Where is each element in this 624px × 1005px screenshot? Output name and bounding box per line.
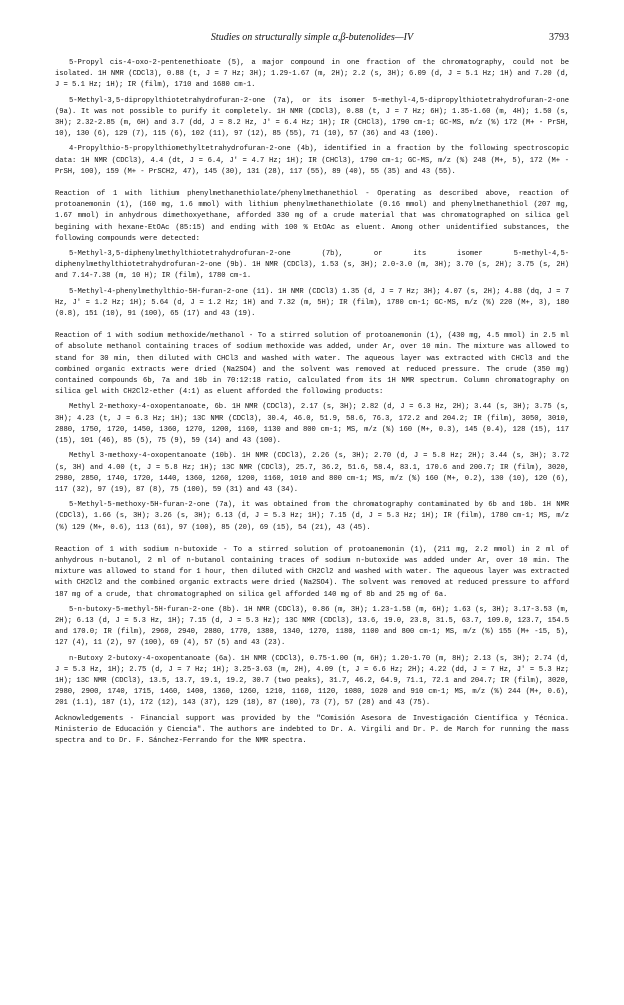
acknowledgements: Acknowledgements - Financial support was provided by the "Comisión Asesora de Investigación Científica y Técnica. Ministerio de Educación y Ciencia". The authors are indebted to Dr. A. Virgili and Dr. P. de March for running the mass spectra and to Dr. F. Sánchez-Ferrando for the NMR spectra. xyxy=(55,714,569,745)
paragraph-diphenylmethylthio-furanone: 5-Methyl-3,5-diphenylmethylthiotetrahydrofuran-2-one (7b), or its isomer 5-methyl-4,5-diphenylmethylthiotetrahydrofuran-2-one (9b). 1H NMR (CDCl3), 1.53 (s, 3H); 2.0-3.0 (m, 3H); 3.70 (s, 2H); 3.75 (s, 2H) and 7.14-7.38 (m, 10 H); IR (film), 1780 cm-1. xyxy=(55,250,569,281)
paragraph-propylthiomethyl-furanone: 4-Propylthio-5-propylthiomethyltetrahydrofuran-2-one (4b), identified in a fraction by the following spectroscopic data: 1H NMR (CDCl3), 4.4 (dt, J = 6.4, J' = 4.7 Hz; 1H); IR (CHCl3), 1790 cm-1; GC-MS, m/z (%) 248 (M+, 5), 172 (M+ - PrSH, 100), 159 (M+ - PrSCH2, 47), 145 (30), 131 (28), 117 (55), 89 (40), 55 (35) and 43 (55). xyxy=(55,145,569,176)
paragraph-dipropylthio-furanone: 5-Methyl-3,5-dipropylthiotetrahydrofuran-2-one (7a), or its isomer 5-methyl-4,5-dipropylthiotetrahydrofuran-2-one (9a). It was not possible to purify it completely. 1H NMR (CDCl3), 0.88 (t, J = 7 Hz; 6H); 1.35-1.60 (m, 4H); 1.50 (s, 3H); 2.32-2.85 (m, 6H) and 3.7 (dd, J = 8.2 Hz, J' = 6.4 Hz; 1H); IR (CHCl3), 1790 cm-1; GC-MS, m/z (%) 172 (M+ - PrSH, 10), 130 (6), 129 (7), 115 (6), 102 (11), 97 (12), 85 (55), 71 (10), 57 (36) and 43 (100). xyxy=(55,96,569,139)
paragraph-methyl-2-methoxy-oxopentanoate: Methyl 2-methoxy-4-oxopentanoate, 6b. 1H NMR (CDCl3), 2.17 (s, 3H); 2.82 (d, J = 6.3 Hz, 2H); 3.44 (s, 3H); 3.75 (s, 3H); 4.23 (t, J = 6.3 Hz; 1H); 13C NMR (CDCl3), 30.4, 46.0, 51.9, 58.6, 76.3, 172.2 and 204.2; IR (film), 3050, 3010, 2880, 1750, 1720, 1450, 1360, 1270, 1200, 1160, 1130 and 800 cm-1; MS, m/z (%) 160 (M+, 0.3), 145 (0.4), 128 (15), 117 (15), 101 (46), 85 (5), 75 (9), 59 (14) and 43 (100). xyxy=(55,403,569,446)
section-sodium-methoxide: Reaction of 1 with sodium methoxide/methanol - To a stirred solution of protoanemonin (1), (430 mg, 4.5 mmol) in 2.5 ml of absolute methanol containing traces of sodium methoxide was added, under Ar, over 10 min. The mixture was allowed to stand for 30 min, then diluted with CHCl3 and washed with water. The aqueous layer was extracted with CHCl3 and the combined organic extracts were dried (Na2SO4) and the solvent was removed at reduced pressure. The crude (350 mg) contained compounds 6b, 7a and 10b in 70:12:18 ratio, calculated from its 1H NMR spectrum. Column chromatography on silica gel with CH2Cl2-ether (4:1) as eluent afforded the following products: xyxy=(55,332,569,397)
page-number: 3793 xyxy=(549,32,569,43)
paragraph-propyl-pentenethioate: 5-Propyl cis-4-oxo-2-pentenethioate (5), a major compound in one fraction of the chromatography, could not be isolated. 1H NMR (CDCl3), 0.88 (t, J = 7 Hz; 3H); 1.29-1.67 (m, 2H); 2.2 (s, 3H); 6.09 (d, J = 5.1 Hz; 1H) and 7.20 (d, J = 5.1 Hz; 1H); IR (film), 1710 and 1680 cm-1. xyxy=(55,59,569,90)
running-head xyxy=(55,32,569,46)
paragraph-phenylmethylthio-furanone: 5-Methyl-4-phenylmethylthio-5H-furan-2-one (11). 1H NMR (CDCl3) 1.35 (d, J = 7 Hz; 3H); 4.07 (s, 2H); 4.88 (dq, J = 7 Hz, J' = 1.2 Hz; 1H); 5.64 (d, J = 1.2 Hz; 1H) and 7.32 (m, 5H); IR (film), 1780 cm-1; GC-MS, m/z (%) 220 (M+, 3), 180 (0.8), 151 (10), 91 (100), 65 (17) and 43 (19). xyxy=(55,287,569,319)
paragraph-methyl-3-methoxy-oxopentanoate: Methyl 3-methoxy-4-oxopentanoate (10b). 1H NMR (CDCl3), 2.26 (s, 3H); 2.70 (d, J = 5.8 Hz; 2H); 3.44 (s, 3H); 3.72 (s, 3H) and 4.00 (t, J = 5.8 Hz; 1H); 13C NMR (CDCl3), 25.7, 36.2, 51.6, 58.4, 83.1, 170.6 and 200.7; IR (film), 3020, 2980, 2850, 1740, 1720, 1440, 1360, 1260, 1200, 1160, 1010 and 800 cm-1; MS, m/z (%) 160 (M+, 0.2), 130 (10), 120 (6), 117 (32), 97 (19), 87 (8), 75 (100), 59 (31) and 43 (34). xyxy=(55,452,569,494)
running-title: Studies on structurally simple α,β-butenolides—IV xyxy=(210,32,414,43)
journal-page xyxy=(55,32,569,751)
section-sodium-butoxide: Reaction of 1 with sodium n-butoxide - To a stirred solution of protoanemonin (1), (211 mg, 2.2 mmol) in 2 ml of anhydrous n-butanol, 2 ml of n-butanol containing traces of sodium n-butoxide was added under Ar, over 10 min. The mixture was allowed to stand for 1 hour, then diluted with CH2Cl2 and washed with water. The aqueous layer was extracted with CH2Cl2 and the combined organic extracts were dried (Na2SO4). The solvent was removed at reduced pressure to afford 187 mg of a crude, that chromatographed on silica gel afforded 140 mg of 8b and 25 mg of 6a. xyxy=(55,545,569,599)
paragraph-methoxy-furanone: 5-Methyl-5-methoxy-5H-furan-2-one (7a), it was obtained from the chromatography contaminated by 6b and 10b. 1H NMR (CDCl3), 1.66 (s, 3H); 3.26 (s, 3H); 6.13 (d, J = 5.3 Hz; 1H); 7.15 (d, J = 5.3 Hz; 1H); IR (film), 1780 cm-1; MS, m/z (%) 129 (M+, 0.6), 113 (61), 97 (100), 85 (20), 69 (15), 54 (21), 43 (45). xyxy=(55,501,569,532)
paragraph-butoxy-furanone: 5-n-butoxy-5-methyl-5H-furan-2-one (8b). 1H NMR (CDCl3), 0.86 (m, 3H); 1.23-1.58 (m, 6H); 1.63 (s, 3H); 3.17-3.53 (m, 2H); 6.13 (d, J = 5.3 Hz, 1H); 7.15 (d, J = 5.3 Hz); 13C NMR (CDCl3), 13.6, 19.0, 23.8, 31.5, 63.7, 109.0, 123.7, 154.5 and 170.0; IR (film), 2960, 2940, 2880, 1770, 1380, 1340, 1270, 1180, 1100 and 800 cm-1; MS, m/z (%) 155 (M+ -15, 5), 127 (4), 11 (2), 97 (100), 69 (4), 57 (5) and 43 (23). xyxy=(55,605,569,648)
experimental-text xyxy=(55,58,569,747)
section-lithium-phenylmethanethiolate: Reaction of 1 with lithium phenylmethanethiolate/phenylmethanethiol - Operating as described above, reaction of protoanemonin (1), (160 mg, 1.6 mmol) with lithium phenylmethanethiolate (0.16 mmol) and phenylmethanethiol (207 mg, 1.67 mmol) in anhydrous dimethoxyethane, afforded 330 mg of a crude material that was chromatographed on silica gel begining with hexane-EtOAc (85:15) and ending with 100 % EtOAc as eluent. Among other unidentified substances, the following compounds were detected: xyxy=(55,190,569,243)
paragraph-butoxy-oxopentanoate: n-Butoxy 2-butoxy-4-oxopentanoate (6a). 1H NMR (CDCl3), 0.75-1.00 (m, 6H); 1.20-1.70 (m, 8H); 2.13 (s, 3H); 2.74 (d, J = 5.3 Hz, 1H); 2.75 (d, J = 7 Hz; 1H); 3.25-3.63 (m, 2H), 4.09 (t, J = 6.6 Hz; 2H); 4.22 (dd, J = 7 Hz, J' = 5.3 Hz; 1H); 13C NMR (CDCl3), 13.5, 13.7, 19.1, 19.2, 30.7 (two peaks), 31.7, 46.2, 64.9, 71.1, 72.1 and 204.7; IR (film), 3020, 2980, 2900, 1740, 1715, 1460, 1400, 1360, 1260, 1210, 1160, 1120, 1080, 1020 and 910 cm-1; MS, m/z (%) 244 (M+, 0.6), 201 (1.1), 187 (1), 172 (12), 143 (37), 129 (18), 87 (100), 73 (7), 57 (28) and 43 (75). xyxy=(55,654,569,708)
